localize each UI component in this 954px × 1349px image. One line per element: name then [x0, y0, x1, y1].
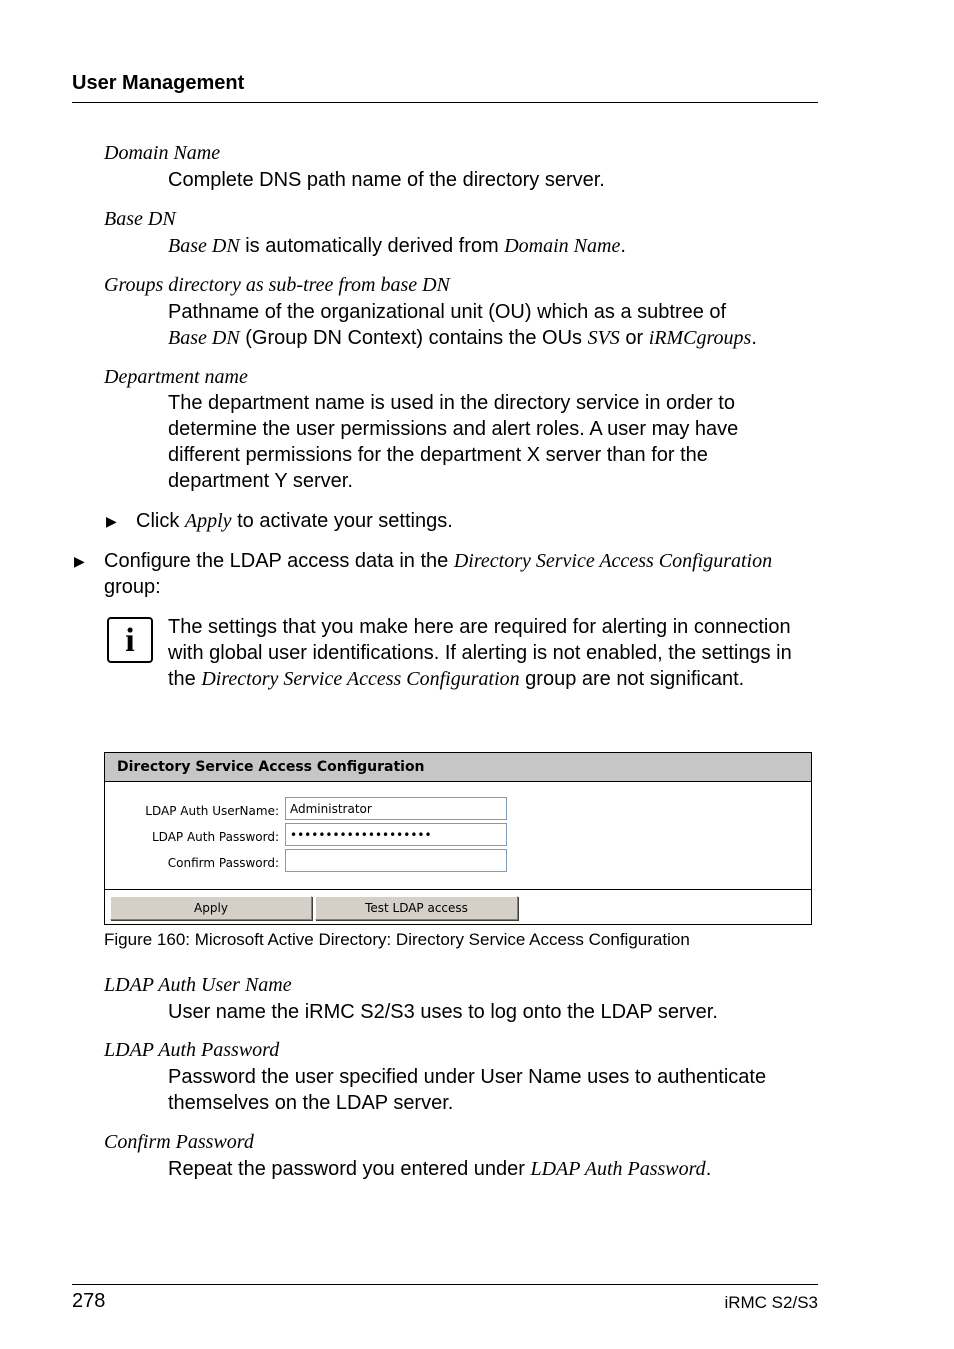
desc-base-dn: Base DN is automatically derived from Domain Name.: [168, 235, 626, 257]
term-confirm-password: Confirm Password: [104, 1131, 254, 1153]
term-base-dn: Base DN: [104, 208, 176, 230]
figure-caption: Figure 160: Microsoft Active Directory: Directory Service Access Configuration: [104, 930, 690, 949]
confirm-password-label: Confirm Password:: [167, 856, 279, 870]
step-click-apply: Click Apply to activate your settings.: [136, 510, 453, 532]
term-domain-name: Domain Name: [104, 142, 221, 164]
desc-domain-name: Complete DNS path name of the directory server.: [168, 169, 605, 191]
term-groups-directory: Groups directory as sub-tree from base DN: [104, 274, 450, 296]
panel-title: Directory Service Access Configuration: [105, 753, 811, 782]
triangle-bullet-icon: ▶: [74, 553, 85, 569]
desc-ldap-auth-user-name: User name the iRMC S2/S3 uses to log onto the LDAP server.: [168, 1001, 718, 1023]
desc-groups-directory: Pathname of the organizational unit (OU) which as a subtree of Base DN (Group DN Context) contains the OUs SVS or iRMCgroups.: [168, 301, 757, 349]
page-number: 278: [72, 1290, 106, 1312]
ldap-password-label: LDAP Auth Password:: [151, 830, 279, 844]
desc-ldap-auth-password: Password the user specified under User Name uses to authenticate themselves on the LDAP server.: [168, 1066, 767, 1114]
ldap-username-label: LDAP Auth UserName:: [145, 804, 279, 818]
info-note-text: The settings that you make here are required for alerting in connection with global user identifications. If alerting is not enabled, the settings in the Directory Service Access Configuration group are not significant.: [168, 616, 792, 690]
running-header-title: User Management: [72, 72, 245, 94]
step-configure-ldap: Configure the LDAP access data in the Directory Service Access Configuration group:: [104, 550, 773, 598]
triangle-bullet-icon: ▶: [106, 513, 117, 529]
desc-department-name: The department name is used in the directory service in order to determine the user permissions and alert roles. A user may have different permissions for the department X server than for the department Y server.: [168, 392, 739, 492]
term-department-name: Department name: [104, 366, 248, 388]
term-ldap-auth-user-name: LDAP Auth User Name: [104, 974, 292, 996]
ldap-username-input[interactable]: [285, 797, 507, 820]
header-rule: [72, 102, 818, 103]
term-ldap-auth-password: LDAP Auth Password: [104, 1039, 280, 1061]
ldap-password-input[interactable]: [285, 823, 507, 846]
test-ldap-access-button[interactable]: Test LDAP access: [315, 896, 518, 920]
confirm-password-input[interactable]: [285, 849, 507, 872]
desc-confirm-password: Repeat the password you entered under LDAP Auth Password.: [168, 1158, 712, 1180]
info-icon: i: [107, 617, 153, 663]
panel-divider: [105, 889, 811, 890]
directory-service-panel: [104, 752, 812, 925]
apply-button[interactable]: Apply: [110, 896, 312, 920]
product-name: iRMC S2/S3: [724, 1293, 818, 1312]
footer-rule: [72, 1284, 818, 1285]
